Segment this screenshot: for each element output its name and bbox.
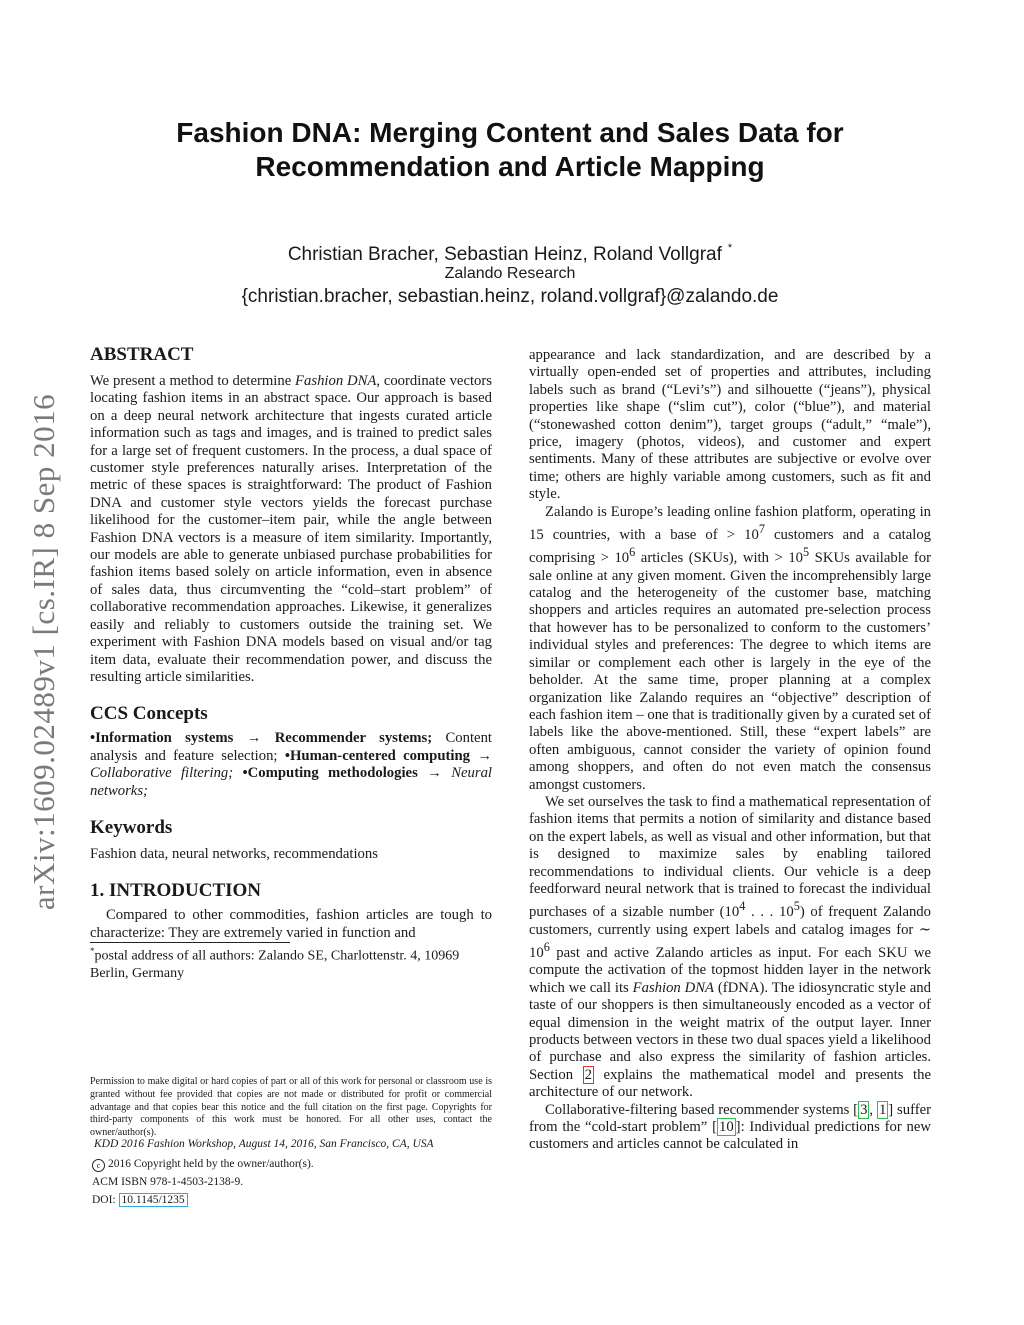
author-footnote: [90, 943, 492, 982]
p4-b: suffer from the “cold-start problem”: [529, 1101, 932, 1136]
footnote-mark: *: [90, 946, 95, 957]
abstract-heading: ABSTRACT: [90, 344, 194, 365]
ccs-heading: CCS Concepts: [90, 703, 208, 725]
ccs-arrow-3: →: [417, 765, 452, 782]
p3-term-fashion-dna: Fashion DNA: [632, 979, 715, 996]
p2-exp1: 7: [758, 522, 765, 537]
citation-10-link[interactable]: 10: [718, 1119, 734, 1136]
p2-exp3: 5: [803, 545, 810, 560]
p4-c: : Individual predictions for new customers and articles cannot be calculated in: [529, 1119, 931, 1153]
venue-line: KDD 2016 Fashion Workshop, August 14, 2016, San Francisco, CA, USA: [94, 1138, 434, 1150]
p3-exp1: 4: [739, 899, 746, 914]
p2-c: articles (SKUs), with > 10: [635, 550, 804, 567]
p2-d: SKUs available for sale online at any given moment. Given the incomprehensibly large catalog and the heterogeneity of the customer base, matching shoppers and articles requires an automated pre-selection process that however has to be personalized to conform to the customers’ individual styles and preferences: The degree to which items are similar or complement each other is largely in the eye of the beholder. At the same time, proper planning at a complex organization like Zalando requires an “objective” description of each fashion item – one that is traditionally given by a curated set of labels like the above-mentioned. Still, these “expert labels” are often ambiguous, cannot consider the variety of opinion found among shoppers, and often do not even match the consensus amongst customers.: [529, 550, 931, 793]
author-emails: {christian.bracher, sebastian.heinz, roland.vollgraf}@zalando.de: [241, 286, 779, 307]
ccs-concept-2-sub: Collaborative filtering;: [90, 765, 234, 782]
doi-line: [92, 1193, 494, 1207]
left-column: [90, 343, 492, 982]
doi-link[interactable]: 10.1145/1235: [119, 1193, 188, 1207]
section-2-reference-link[interactable]: 2: [584, 1066, 592, 1083]
arxiv-identifier: [22, 372, 66, 932]
ccs-sep: [233, 765, 242, 781]
author-footnote-mark: *: [727, 242, 733, 254]
p3-exp2: 5: [793, 899, 800, 914]
permission-notice: Permission to make digital or hard copies of part or all of this work for personal or classroom use is granted without fee provided that copies are not made or distributed for profit or commercial advantage and that copies bear this notice and the full citation on the first page. Copyrights for third-party components of this work must be honored. For all other uses, contact the owner/author(s).: [90, 1076, 492, 1139]
ccs-concept-3: •Computing methodologies: [242, 765, 418, 782]
right-column: [529, 347, 931, 1154]
isbn-line: ACM ISBN 978-1-4503-2138-9.: [92, 1176, 244, 1188]
citation-3-link[interactable]: 3: [860, 1101, 868, 1118]
intro-paragraph-4: Collaborative-filtering based recommender systems [ 3 , 1 ] suffer from the “cold-start problem” [ 10 ]: Individual predictions for new customers and articles cannot be calculated in: [529, 1101, 932, 1153]
title-line-1: Fashion DNA: Merging Content and Sales Data for: [176, 117, 844, 148]
ccs-concept-1-rest: Content analysis and feature selection;: [90, 730, 493, 764]
title-line-2: Recommendation and Article Mapping: [255, 151, 765, 182]
p3-exp3: 6: [543, 940, 550, 955]
affiliation: Zalando Research: [444, 265, 576, 282]
p3-b: . . . 10: [745, 904, 794, 921]
p2-a: Zalando is Europe’s leading online fashion platform, operating in 15 countries, with a base of > 10: [529, 503, 931, 543]
p3-c: ) of frequent Zalando customers, currently using expert labels and catalog images for ∼ 10: [529, 904, 931, 961]
abstract-text-a: We present a method to determine: [90, 373, 296, 389]
ccs-concepts: [90, 730, 492, 800]
intro-paragraph-2: [529, 504, 931, 794]
copyright-icon: c: [92, 1159, 105, 1172]
intro-paragraph-1-cont: appearance and lack standardization, and are described by a virtually open-ended set of properties and attributes, including labels such as brand (“Levi’s”) and silhouette (“jeans”), physical properties like shape (“slim cut”), color (“blue”), and material (“stonewashed cotton denim”), target groups (“adult,” “male”), price, imagery (photos, videos), and customer and expert sentiments. Many of these attributes are subjective or evolve over time; others are highly variable among customers, such as fit and style.: [529, 347, 931, 503]
author-list: [100, 236, 920, 267]
authors-text: Christian Bracher, Sebastian Heinz, Roland Vollgraf: [287, 244, 722, 265]
p2-b: customers and a catalog comprising > 10: [529, 526, 932, 567]
paper-title: [100, 116, 920, 184]
intro-paragraph-1-start: Compared to other commodities, fashion articles are tough to characterize: They are extremely varied in function and: [90, 907, 492, 941]
citation-1-link[interactable]: 1: [878, 1101, 887, 1118]
p2-exp2: 6: [629, 545, 636, 560]
introduction-heading: 1. INTRODUCTION: [90, 880, 262, 902]
p3-e: (fDNA). The idiosyncratic style and taste of our shoppers is then simultaneously encoded as a vector of equal dimension in the weight matrix of the output layer. Inner products between vectors in these two dual spaces yield a likelihood of purchase and also express the similarity of fashion articles. Section: [529, 979, 931, 1083]
keywords-heading: Keywords: [90, 816, 173, 838]
intro-paragraph-3: [529, 794, 931, 1102]
ccs-arrow-2: →: [470, 747, 492, 764]
copyright-line: [92, 1157, 494, 1172]
copyright-text: 2016 Copyright held by the owner/author(s).: [108, 1158, 314, 1170]
abstract-text: [90, 373, 492, 686]
ccs-concept-1: •Information systems → Recommender systems;: [90, 730, 433, 747]
doi-label: DOI:: [92, 1194, 119, 1206]
ccs-concept-2: •Human-centered computing: [284, 747, 470, 764]
p3-a: We set ourselves the task to find a mathematical representation of fashion items that permits a notion of similarity and distance based on the expert labels, as well as visual and other information, but that is designed to maximize sales by enabling tailored recommendations to individual clients. Our vehicle is a deep feedforward neural network that is trained to forecast the individual purchases of a sizable number (10: [529, 793, 931, 921]
arxiv-identifier-text: arXiv:1609.02489v1 [cs.IR] 8 Sep 2016: [26, 393, 61, 911]
abstract-term-fashion-dna: Fashion DNA: [295, 373, 377, 389]
p4-a: Collaborative-filtering based recommender systems: [545, 1101, 854, 1118]
keywords-text: Fashion data, neural networks, recommendations: [90, 845, 378, 862]
ccs-concept-3-sub: Neural networks;: [90, 765, 493, 799]
footnote-text: postal address of all authors: Zalando SE, Charlottenstr. 4, 10969 Berlin, Germany: [90, 948, 460, 981]
p4-sep: ,: [869, 1101, 877, 1118]
abstract-text-b: , coordinate vectors locating fashion items in an abstract space. Our approach is based on a deep neural network architecture that ingests curated article information such as tags and images, and is trained to predict sales for a large set of frequent customers. In the process, a dual space of customer style preferences naturally arises. Interpretation of the metric of these spaces is straightforward: The product of Fashion DNA and customer style vectors yields the forecast purchase likelihood for the customer–item pair, while the angle between Fashion DNA vectors is a measure of item similarity. Importantly, our models are able to generate unbiased purchase probabilities for fashion items based solely on article information, even in absence of sales data, thus circumventing the “cold–start problem” of collaborative recommendation approaches. Likewise, it generalizes easily and reliably to customers outside the training set. We experiment with Fashion DNA models based on visual and/or tag item data, evaluate their recommendation power, and discuss the resulting article similarities.: [90, 373, 492, 685]
p3-d: past and active Zalando articles as input. For each SKU we compute the activation of the topmost hidden layer in the network which we call its: [529, 944, 931, 996]
p3-f: explains the mathematical model and presents the architecture of our network.: [529, 1066, 931, 1101]
